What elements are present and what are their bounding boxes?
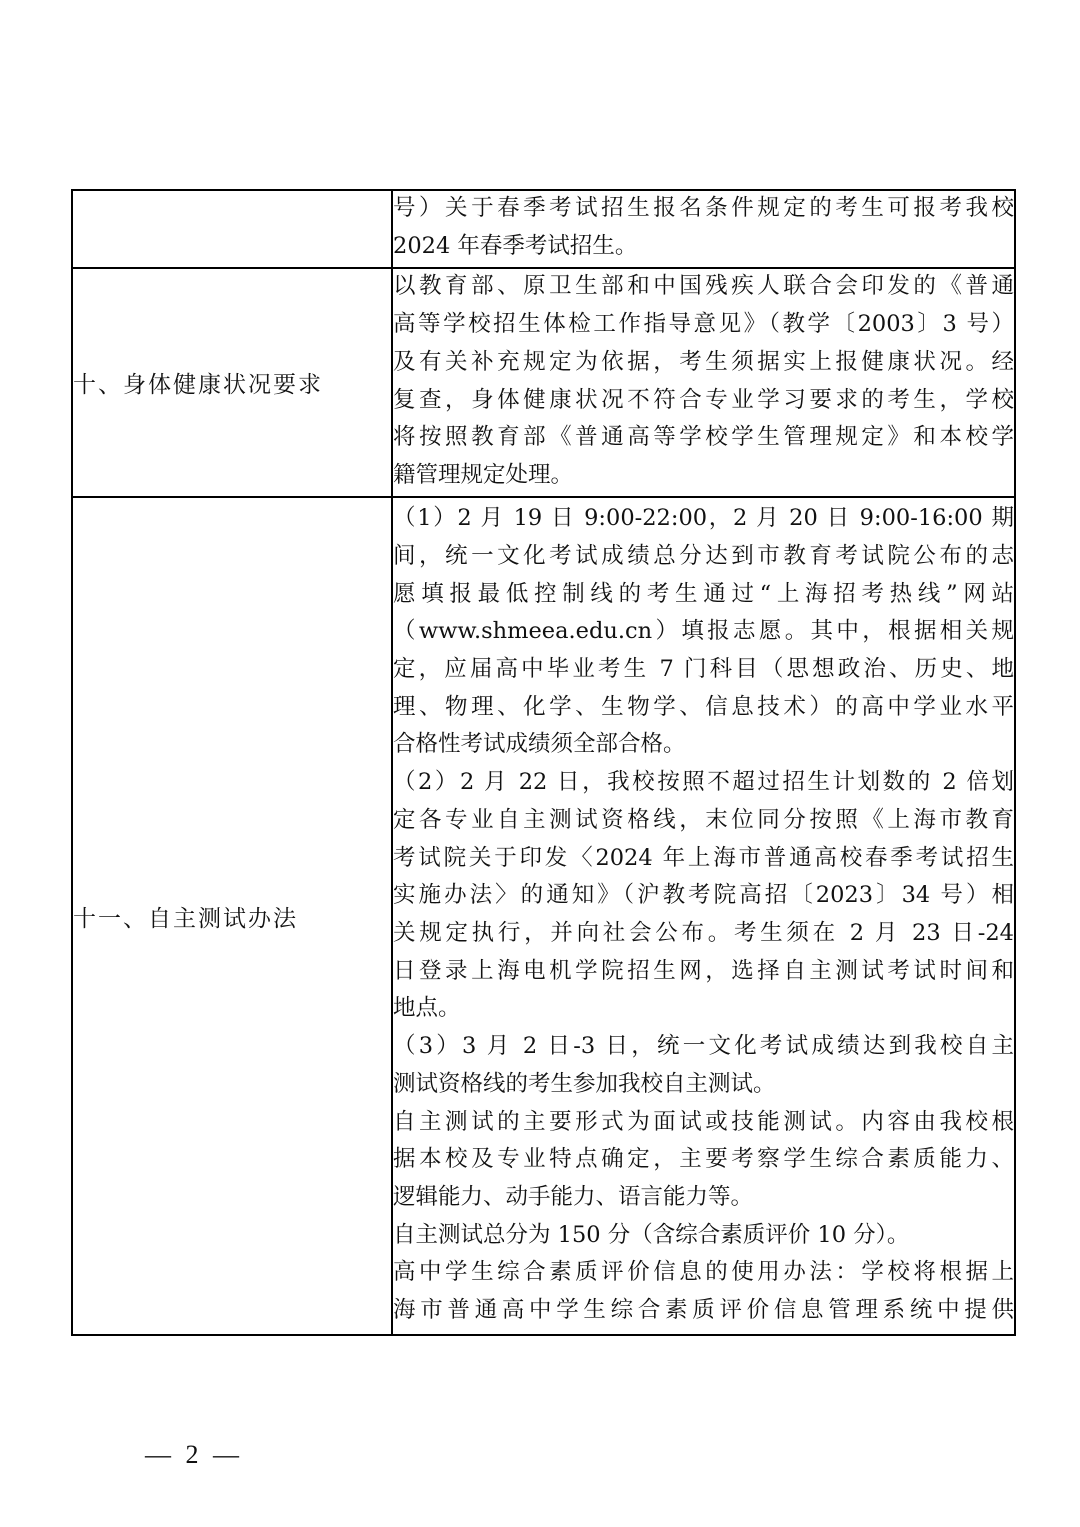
row-label: 十、身体健康状况要求: [72, 268, 392, 497]
text-line: 实施办法〉的通知》（沪教考院高招〔2023〕34 号）相: [393, 882, 1014, 909]
text-line: 海市普通高中学生综合素质评价信息管理系统中提供: [393, 1297, 1014, 1324]
text-line: 据本校及专业特点确定，主要考察学生综合素质能力、: [393, 1146, 1014, 1173]
text-line: 复查，身体健康状况不符合专业学习要求的考生，学校: [393, 386, 1014, 413]
table-row: [72, 497, 1015, 1335]
text-line: （www.shmeea.edu.cn）填报志愿。其中，根据相关规: [393, 618, 1014, 645]
text-line: （2）2 月 22 日，我校按照不超过招生计划数的 2 倍划: [393, 769, 1014, 796]
text-line: 逻辑能力、动手能力、语言能力等。: [393, 1183, 754, 1210]
requirements-table: [71, 189, 1016, 1336]
text-line: 将按照教育部《普通高等学校学生管理规定》和本校学: [393, 424, 1014, 451]
text-line: （3）3 月 2 日-3 日，统一文化考试成绩达到我校自主: [393, 1033, 1014, 1060]
row-content: [392, 497, 1015, 1335]
text-line: 间，统一文化考试成绩总分达到市教育考试院公布的志: [393, 542, 1014, 569]
text-line: 自主测试的主要形式为面试或技能测试。内容由我校根: [393, 1108, 1014, 1135]
text-line: 考试院关于印发〈2024 年上海市普通高校春季考试招生: [393, 844, 1014, 871]
text-line: 籍管理规定处理。: [393, 461, 574, 488]
text-line: 地点。: [393, 995, 461, 1022]
page-number: — 2 —: [145, 1440, 243, 1469]
text-line: 2024 年春季考试招生。: [393, 233, 638, 259]
text-line: 测试资格线的考生参加我校自主测试。: [393, 1070, 776, 1097]
text-line: 定，应届高中毕业考生 7 门科目（思想政治、历史、地: [393, 656, 1014, 683]
text-line: 高中学生综合素质评价信息的使用办法：学校将根据上: [393, 1259, 1014, 1286]
text-line: 及有关补充规定为依据，考生须据实上报健康状况。经: [393, 348, 1014, 375]
text-line: 自主测试总分为 150 分（含综合素质评价 10 分）。: [393, 1221, 910, 1248]
text-line: 号）关于春季考试招生报名条件规定的考生可报考我校: [393, 195, 1014, 222]
table-row: [72, 268, 1015, 497]
row-content: [392, 190, 1015, 268]
text-line: 理、物理、化学、生物学、信息技术）的高中学业水平: [393, 693, 1014, 720]
text-line: 日登录上海电机学院招生网，选择自主测试考试时间和: [393, 957, 1014, 984]
text-line: 愿填报最低控制线的考生通过“上海招考热线”网站: [393, 580, 1014, 607]
text-line: 合格性考试成绩须全部合格。: [393, 731, 686, 758]
row-content: [392, 268, 1015, 497]
text-line: 高等学校招生体检工作指导意见》（教学〔2003〕3 号）: [393, 311, 1014, 338]
text-line: 以教育部、原卫生部和中国残疾人联合会印发的《普通: [393, 273, 1014, 300]
text-line: （1）2 月 19 日 9:00-22:00，2 月 20 日 9:00-16:00 期: [393, 505, 1014, 532]
text-line: 关规定执行，并向社会公布。考生须在 2 月 23 日-24: [393, 920, 1014, 946]
row-label: [72, 190, 392, 268]
table-row: [72, 190, 1015, 268]
text-line: 定各专业自主测试资格线，末位同分按照《上海市教育: [393, 806, 1014, 833]
row-label: 十一、自主测试办法: [72, 497, 392, 1335]
